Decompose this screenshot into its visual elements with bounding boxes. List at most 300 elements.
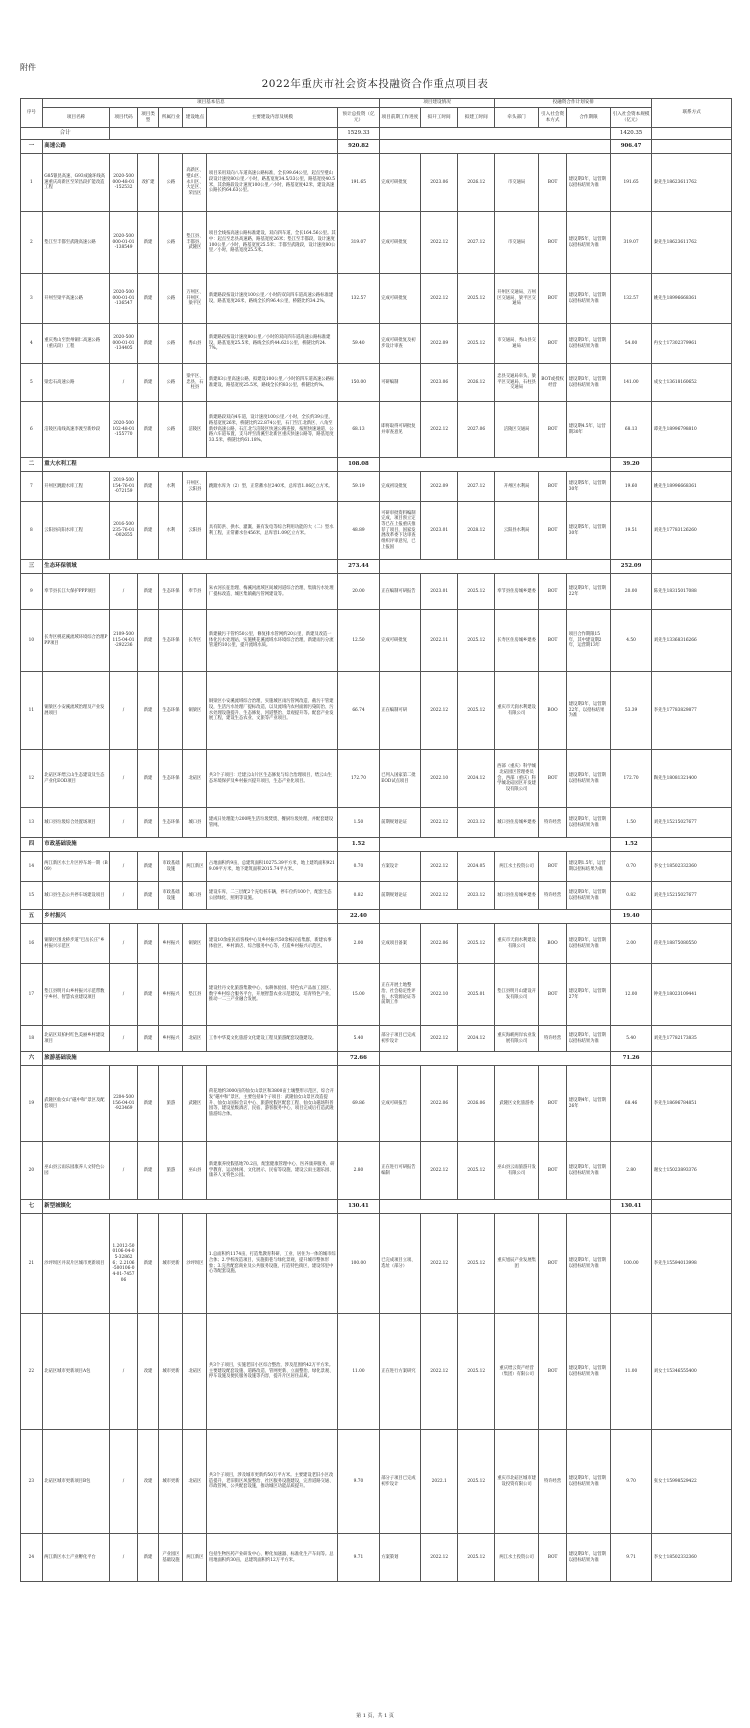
table-row	[21, 1142, 732, 1200]
row-name: 两江新区水土产业孵化平台	[42, 1534, 110, 1582]
row-term: 建设期3年，运营期27年	[567, 964, 611, 1026]
table-row	[21, 274, 732, 324]
page-footer: 第 1 页，共 1 页	[356, 1713, 394, 1719]
row-location: 铜梁区	[183, 924, 207, 964]
row-mode: BOT	[538, 472, 566, 502]
section-social: 71.26	[610, 1052, 651, 1066]
row-investment: 132.57	[338, 274, 380, 324]
row-finish: 2023.12	[458, 808, 495, 838]
header-social: 引入社会资本规模（亿元）	[610, 108, 651, 128]
row-lead: 城口县住房城乡建委	[495, 808, 539, 838]
row-start: 2022.12	[421, 274, 458, 324]
row-stage: 前期规划论证	[379, 808, 420, 838]
row-term: 建设期1.5年，运营期以招标结果为准	[567, 852, 611, 882]
row-location: 高新区、璧山区、永川区、大足区、荣昌区	[183, 154, 207, 212]
row-finish: 2025.12	[458, 574, 495, 610]
row-type: 新建	[137, 212, 159, 274]
row-start: 2022.09	[421, 472, 458, 502]
row-lead: 忠县交通局牵头，梁平区交通局、石柱县交通局	[495, 364, 539, 402]
section-investment: 130.41	[338, 1200, 380, 1214]
row-location: 沙坪坝区	[183, 1214, 207, 1314]
row-social: 191.65	[610, 154, 651, 212]
row-start: 2022.10	[421, 750, 458, 808]
row-seq: 17	[21, 964, 43, 1026]
row-finish: 2027.12	[458, 212, 495, 274]
row-finish: 2027.06	[458, 402, 495, 458]
row-lead: 重庆市天润水利建设有限公司	[495, 672, 539, 750]
row-finish: 2025.12	[458, 924, 495, 964]
section-investment: 22.40	[338, 910, 380, 924]
row-code: /	[110, 852, 137, 882]
row-type: 改扩建	[137, 154, 159, 212]
row-type: 新建	[137, 274, 159, 324]
row-content: 建成日处理能力200吨生活垃圾焚烧、餐厨垃圾处理，并配套建设管网。	[207, 808, 338, 838]
header-group-progress: 项目建设情况	[379, 99, 495, 108]
row-term: 建设期3年，运营期以招标结果为准	[567, 1534, 611, 1582]
row-finish: 2023.12	[458, 882, 495, 910]
row-social: 53.39	[610, 672, 651, 750]
row-social: 0.82	[610, 882, 651, 910]
row-start: 2023.01	[421, 502, 458, 560]
row-social: 172.70	[610, 750, 651, 808]
row-location: 云阳县	[183, 502, 207, 560]
section-number: 七	[21, 1200, 43, 1214]
row-seq: 19	[21, 1066, 43, 1142]
row-finish: 2025.12	[458, 1534, 495, 1582]
row-contact: 张女士15998529422	[652, 1430, 732, 1534]
section-row	[21, 838, 732, 852]
header-finish: 拟建工时间	[458, 108, 495, 128]
row-start: 2023.01	[421, 574, 458, 610]
row-term: 建设期3年，运营期以招标结果为准	[567, 750, 611, 808]
row-lead: 重庆缙云资产经营（集团）有限公司	[495, 1314, 539, 1430]
section-social: 252.09	[610, 560, 651, 574]
row-stage: 正在开展土地整治、社会稳定性评估、水资源论证等前期工作	[379, 964, 420, 1026]
row-location: 铜梁区	[183, 672, 207, 750]
row-mode: BOT	[538, 274, 566, 324]
row-mode: BOT	[538, 610, 566, 672]
row-lead: 奉节县住房城乡建委	[495, 574, 539, 610]
row-contact: 秦先生18623611762	[652, 212, 732, 274]
row-term: 建设期5年，运营期30年	[567, 472, 611, 502]
row-stage: 正在进行可研报告编制	[379, 1142, 420, 1200]
row-contact: 钟先生18023109441	[652, 964, 732, 1026]
table-row	[21, 212, 732, 274]
header-location: 建设地点	[183, 108, 207, 128]
row-location: 长寿区	[183, 610, 207, 672]
row-name: 城口县垃圾综合处置场项目	[42, 808, 110, 838]
row-start: 2022.10	[421, 964, 458, 1026]
row-type: 新建	[137, 472, 159, 502]
row-content: 占地面积约9亩，总建筑面积10275.39平方米，地上建筑面积9219.09平方米，地下建筑面积2015.74平方米。	[207, 852, 338, 882]
row-term: 建设期5年，运营期30年	[567, 502, 611, 560]
row-investment: 0.70	[338, 852, 380, 882]
row-name: 北碚区双柏村红色美丽乡村建设项目	[42, 1026, 110, 1052]
row-name: 武隆区仙女山“磁中和”景区及配套项目	[42, 1066, 110, 1142]
table-row	[21, 1214, 732, 1314]
row-seq: 10	[21, 610, 43, 672]
row-lead: 武隆区文化旅游委	[495, 1066, 539, 1142]
section-social: 130.41	[610, 1200, 651, 1214]
section-name: 高速公路	[42, 140, 337, 154]
row-type: 新建	[137, 808, 159, 838]
section-name: 生态环保领域	[42, 560, 337, 574]
row-term: 建设期3年，运营期以招标结果为准	[567, 1026, 611, 1052]
row-contact: 姚先生18996668361	[652, 472, 732, 502]
row-finish: 2026.12	[458, 154, 495, 212]
row-content: 共3个子项目，实施老旧小区综合整治，涉及范围约42万平方米。主要建设配套设施、道路改造、管网更新、立面整治、绿化景观、停车设施及便民服务设施等内容，提升片区居住品质。	[207, 1314, 338, 1430]
table-row	[21, 882, 732, 910]
document-title: 2022年重庆市社会资本投融资合作重点项目表	[261, 78, 489, 90]
row-location: 城口县	[183, 882, 207, 910]
row-social: 11.00	[610, 1314, 651, 1430]
row-social: 0.70	[610, 852, 651, 882]
row-type: 新建	[137, 402, 159, 458]
row-type: 新建	[137, 1026, 159, 1052]
total-row	[21, 128, 732, 140]
row-type: 新建	[137, 1142, 159, 1200]
row-contact: 陶先生18081321400	[652, 750, 732, 808]
row-industry: 公路	[159, 402, 183, 458]
row-start: 2022.12	[421, 808, 458, 838]
row-location: 秀山县	[183, 324, 207, 364]
section-social: 906.47	[610, 140, 651, 154]
section-investment: 108.08	[338, 458, 380, 472]
row-name: 北碚区环缙云山生态建设及生态产业化EOD项目	[42, 750, 110, 808]
row-industry: 产业园区基础设施	[159, 1534, 183, 1582]
row-investment: 59.19	[338, 472, 380, 502]
row-industry: 市政基础设施	[159, 882, 183, 910]
row-stage: 完成可研批复	[379, 274, 420, 324]
row-contact: 谭先生18996798810	[652, 402, 732, 458]
row-start: 2022.12	[421, 1214, 458, 1314]
row-name: 垫江县明月山乡村振兴示范带数字乡村、智慧农业建设项目	[42, 964, 110, 1026]
row-type: 新建	[137, 882, 159, 910]
row-stage: 部分子项目已完成初步设计	[379, 1430, 420, 1534]
row-social: 4.50	[610, 610, 651, 672]
row-industry: 旅游	[159, 1142, 183, 1200]
row-investment: 100.00	[338, 1214, 380, 1314]
row-investment: 2.80	[338, 1142, 380, 1200]
row-mode: 特许经营	[538, 882, 566, 910]
row-industry: 生态环保	[159, 672, 183, 750]
section-row	[21, 910, 732, 924]
row-investment: 1.50	[338, 808, 380, 838]
row-stage: 可研编制	[379, 364, 420, 402]
row-name: 涪陵区南线高速李渡至新妙段	[42, 402, 110, 458]
row-location: 垫江县、丰都县、武隆区	[183, 212, 207, 274]
row-location: 城口县	[183, 808, 207, 838]
row-term: 建设期3年，运营期以招标结果为准	[567, 1314, 611, 1430]
row-industry: 公路	[159, 154, 183, 212]
row-industry: 城市更新	[159, 1430, 183, 1534]
row-term: 建设期3年，运营期以招标结果为准	[567, 364, 611, 402]
row-content: 朱衣河长征治理、梅溪河流域区间城河道综合治理、集镇污水处理厂提标改造、城区集镇截污管网建设等。	[207, 574, 338, 610]
row-location: 巫山县	[183, 1142, 207, 1200]
header-contact: 联系方式	[652, 99, 732, 128]
section-number: 二	[21, 458, 43, 472]
row-code: 2020-500000-01-01-134405	[110, 324, 137, 364]
row-industry: 城市更新	[159, 1214, 183, 1314]
row-lead: 重庆市北碚区城市建设投资有限公司	[495, 1430, 539, 1534]
row-social: 100.00	[610, 1214, 651, 1314]
row-industry: 市政基础设施	[159, 852, 183, 882]
row-investment: 15.00	[338, 964, 380, 1026]
row-contact: 刘先生17782173835	[652, 1026, 732, 1052]
row-lead: 市交通局	[495, 154, 539, 212]
row-code: 1.2012-500106-04-05-328626；2.2106-500106-04-01-745706	[110, 1214, 137, 1314]
row-location: 垫江县	[183, 964, 207, 1026]
row-finish: 2025.12	[458, 1314, 495, 1430]
row-investment: 191.65	[338, 154, 380, 212]
row-contact: 刘先生15215027677	[652, 808, 732, 838]
row-finish: 2025.12	[458, 610, 495, 672]
row-stage: 正在编制可研报告	[379, 574, 420, 610]
row-social: 12.00	[610, 964, 651, 1026]
row-content: 铜梁区小安溪流域综合治理，实施城区雨污管网改造、截污干管建设，生活污水处理厂提标改造，以及流域内农村面源污染防治、污水处理设施提升、生态修复、河道整治、景观提升等。配套产业发展工程，建设生态农业、文旅等产业项目。	[207, 672, 338, 750]
row-seq: 20	[21, 1142, 43, 1200]
header-type: 项目类型	[137, 108, 159, 128]
row-type: 改建	[137, 1314, 159, 1430]
row-contact: 李女士18502332360	[652, 852, 732, 882]
row-mode: BOT	[538, 324, 566, 364]
section-row	[21, 458, 732, 472]
row-code: /	[110, 882, 137, 910]
row-code: /	[110, 1534, 137, 1582]
row-social: 20.00	[610, 574, 651, 610]
row-finish: 2025.12	[458, 672, 495, 750]
table-body	[21, 128, 732, 1582]
row-contact: 刘先生13368316266	[652, 610, 732, 672]
row-location: 梁平区、忠县、石柱县	[183, 364, 207, 402]
section-number: 一	[21, 140, 43, 154]
section-row	[21, 560, 732, 574]
row-lead: 重庆海峡两岸农业发展有限公司	[495, 1026, 539, 1052]
row-stage: 方案设计	[379, 852, 420, 882]
row-lead: 两江水土投资公司	[495, 1534, 539, 1582]
header-lead: 牵头部门	[495, 108, 539, 128]
row-term: 项目合作期限15年，其中建设期2年，运营期13年	[567, 610, 611, 672]
row-contact: 秦先生18623611762	[652, 154, 732, 212]
row-start: 2022.12	[421, 212, 458, 274]
row-mode: 特许经营	[538, 1430, 566, 1534]
header-content: 主要建设内容及规模	[207, 108, 338, 128]
row-contact: 谢女士15023893376	[652, 1142, 732, 1200]
row-start: 2022.12	[421, 1314, 458, 1430]
row-start: 2022.12	[421, 1142, 458, 1200]
row-name: 城口县生态公共停车场建设项目	[42, 882, 110, 910]
row-seq: 7	[21, 472, 43, 502]
row-lead: 重庆旭辰产业发展集团	[495, 1214, 539, 1314]
row-industry: 生态环保	[159, 610, 183, 672]
row-industry: 水利	[159, 472, 183, 502]
row-location: 北碚区	[183, 1430, 207, 1534]
row-finish: 2025.12	[458, 274, 495, 324]
row-mode: BOT	[538, 154, 566, 212]
row-type: 新建	[137, 1066, 159, 1142]
row-industry: 生态环保	[159, 750, 183, 808]
row-location: 武隆区	[183, 1066, 207, 1142]
row-contact: 姚先生18996668361	[652, 274, 732, 324]
row-lead: 市交通局	[495, 212, 539, 274]
row-term: 建设期3年，运营期以招标结果为准	[567, 1142, 611, 1200]
row-name: 重庆秀山至贵州铜仁高速公路（重庆段）工程	[42, 324, 110, 364]
row-code: 2109-500115-04-01-292236	[110, 610, 137, 672]
row-mode: BOT	[538, 502, 566, 560]
row-term: 建设期4年，运营期26年	[567, 1066, 611, 1142]
row-seq: 24	[21, 1534, 43, 1582]
row-investment: 48.89	[338, 502, 380, 560]
row-name: 奉节县长江大保护PPP项目	[42, 574, 110, 610]
header-group-plan: 投融资合作计划安排	[495, 99, 652, 108]
table-row	[21, 852, 732, 882]
row-mode: BOT	[538, 852, 566, 882]
row-mode: BOT	[538, 1066, 566, 1142]
row-social: 5.40	[610, 1026, 651, 1052]
row-content: 新建截污干管约50公里，修复排水管网约20公里，新建及改造一体化污水处理站，实施桃花溪流域水环境综合治理，新建雨污分流管道约10公里，提升流域水质。	[207, 610, 338, 672]
row-name: 开州至梁平高速公路	[42, 274, 110, 324]
row-start: 2022.12	[421, 1534, 458, 1582]
row-content: 新建康养度假基地70.2亩，配套健康管理中心、医养康养服务、研学教育、运动休闲、文化展示、民宿等设施，建设云雨主题乐园、康养人文特色公园。	[207, 1142, 338, 1200]
row-type: 新建	[137, 364, 159, 402]
row-mode: BOT或授权经营	[538, 364, 566, 402]
row-code: 2020-500000-01-01-136547	[110, 274, 137, 324]
row-finish: 2026.06	[458, 1066, 495, 1142]
row-name: 开州区跳蹬水库工程	[42, 472, 110, 502]
row-name: 铜梁区围龙桥步道“巴岳长庄”乡村振兴示范区	[42, 924, 110, 964]
header-stage: 项目前期工作进度	[379, 108, 420, 128]
row-content: 新建83公里高速公路，拟建设100公里／小时的四车道高速公路标准建设，路基宽度25.5米，路线全长约83公里，桥隧比约%。	[207, 364, 338, 402]
row-content: 包括生物医药产业研发中心、孵化加速器、标准化生产车间等。总用地面积约30亩，总建筑面积约12万平方米。	[207, 1534, 338, 1582]
row-start: 2022.12	[421, 402, 458, 458]
row-start: 2022.06	[421, 924, 458, 964]
row-location: 涪陵区	[183, 402, 207, 458]
row-lead: 开州区交通局、万州区交通局、梁平区交通局	[495, 274, 539, 324]
row-term: 建设期3年，运营期以招标结果为准	[567, 154, 611, 212]
row-industry: 生态环保	[159, 574, 183, 610]
row-stage: 部分子项目已完成初步设计	[379, 1026, 420, 1052]
row-name: 云阳县向阳水库工程	[42, 502, 110, 560]
project-table	[20, 98, 732, 1582]
section-name: 市政基础设施	[42, 838, 337, 852]
table-row	[21, 964, 732, 1026]
table-row	[21, 1026, 732, 1052]
row-social: 19.60	[610, 472, 651, 502]
row-content: 建设车库，二三层配2个充电桩车辆，停车位约100个，配套生态公园绿化、照明等设施。	[207, 882, 338, 910]
row-term: 建设期4.5年，运营期30年	[567, 402, 611, 458]
row-mode: BOO	[538, 672, 566, 750]
row-stage: 完成可研批复	[379, 154, 420, 212]
row-seq: 2	[21, 212, 43, 274]
row-social: 141.00	[610, 364, 651, 402]
row-social: 19.51	[610, 502, 651, 560]
table-row	[21, 364, 732, 402]
row-term: 建设期3年，运营期以招标结果为准	[567, 924, 611, 964]
row-type: 新建	[137, 1214, 159, 1314]
row-lead: 西部（重庆）科学城北碚园区管理委员会，西部（重庆）科学城北碚园区开发建设有限公司	[495, 750, 539, 808]
row-content: 建设牡丹文化旅游集散中心、农耕体验园、特色农产品加工园区、数字乡村综合服务平台，开展智慧农业示范建设，培育特色产业，推动一二三产业融合发展。	[207, 964, 338, 1026]
row-location: 北碚区	[183, 1026, 207, 1052]
table-row	[21, 750, 732, 808]
row-contact: 李女士18502332360	[652, 1534, 732, 1582]
row-mode: BOT	[538, 1142, 566, 1200]
row-name: 梁忠石高速公路	[42, 364, 110, 402]
row-industry: 乡村振兴	[159, 964, 183, 1026]
row-type: 新建	[137, 924, 159, 964]
row-start: 2023.06	[421, 154, 458, 212]
row-stage: 已完成项目立项、选址（部分）	[379, 1214, 420, 1314]
row-mode: BOT	[538, 574, 566, 610]
section-name: 旅游基础设施	[42, 1052, 337, 1066]
row-type: 新建	[137, 574, 159, 610]
row-code: /	[110, 1314, 137, 1430]
row-content: 具有防洪、供水、灌溉、兼有发电等综合利用功能的大（二）型水利工程，正常蓄水位456米，总库容1.09亿立方米。	[207, 502, 338, 560]
row-lead: 长寿区住房城乡建委	[495, 610, 539, 672]
row-code: /	[110, 1430, 137, 1534]
section-number: 三	[21, 560, 43, 574]
section-investment: 72.66	[338, 1052, 380, 1066]
row-code: /	[110, 364, 137, 402]
row-seq: 23	[21, 1430, 43, 1534]
row-type: 新建	[137, 610, 159, 672]
row-investment: 20.00	[338, 574, 380, 610]
row-lead: 两江水土投资公司	[495, 852, 539, 882]
row-location: 两江新区	[183, 852, 207, 882]
row-type: 新建	[137, 502, 159, 560]
header-industry: 所属行业	[159, 108, 183, 128]
row-lead: 涪陵区交通局	[495, 402, 539, 458]
section-row	[21, 1200, 732, 1214]
total-social: 1420.35	[610, 128, 651, 140]
table-row	[21, 1314, 732, 1430]
row-mode: BOT	[538, 964, 566, 1026]
table-row	[21, 402, 732, 458]
row-name: 两江新区水土片区停车场一期（B09）	[42, 852, 110, 882]
row-seq: 5	[21, 364, 43, 402]
table-row	[21, 472, 732, 502]
row-industry: 公路	[159, 324, 183, 364]
row-code: 2019-500154-76-01-072159	[110, 472, 137, 502]
row-social: 2.00	[610, 924, 651, 964]
row-seq: 22	[21, 1314, 43, 1430]
row-mode: BOT	[538, 1534, 566, 1582]
row-type: 新建	[137, 750, 159, 808]
section-social: 19.40	[610, 910, 651, 924]
row-seq: 14	[21, 852, 43, 882]
row-stage: 完成可研批复及初步设计审查	[379, 324, 420, 364]
row-code: 2020-500102-48-01-155770	[110, 402, 137, 458]
row-content: 新建路段按设计速度80公里／小时的双向四车道高速公路标准建设，路基宽度25.5米，路线全长约44.621公里，桥隧比约24.7%。	[207, 324, 338, 364]
row-mode: BOO	[538, 924, 566, 964]
row-term: 建设期3年，运营期以招标结果为准	[567, 1430, 611, 1534]
table-header	[21, 99, 732, 128]
header-term: 合作期限	[567, 108, 611, 128]
row-investment: 2.00	[338, 924, 380, 964]
row-social: 132.57	[610, 274, 651, 324]
row-contact: 成女士13618160652	[652, 364, 732, 402]
section-investment: 920.82	[338, 140, 380, 154]
row-industry: 乡村振兴	[159, 924, 183, 964]
row-code: /	[110, 574, 137, 610]
row-mode: BOT	[538, 1314, 566, 1430]
row-seq: 13	[21, 808, 43, 838]
table-row	[21, 1066, 732, 1142]
row-lead: 垫江县明月山建设开发有限公司	[495, 964, 539, 1026]
row-location: 北碚区	[183, 1314, 207, 1430]
row-term: 建设期3年，运营期22年，以招标结果为准	[567, 672, 611, 750]
row-code: 2204-500156-04-01-923469	[110, 1066, 137, 1142]
row-mode: 特许经营	[538, 808, 566, 838]
